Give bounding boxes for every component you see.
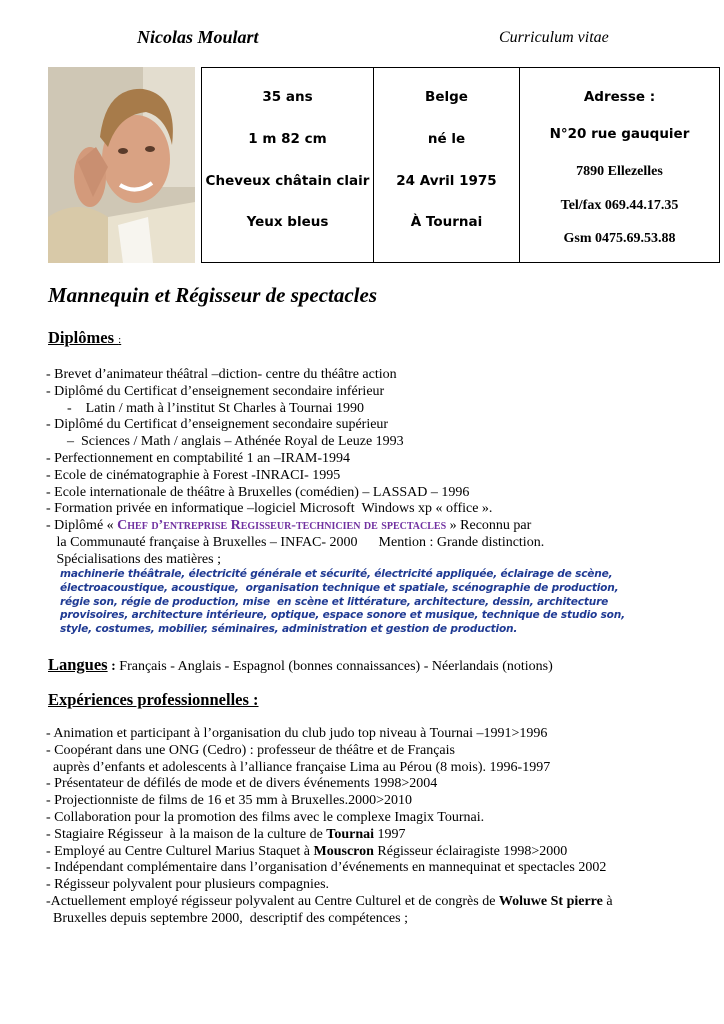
profile-photo	[48, 67, 195, 263]
specialisation-line: style, costumes, mobilier, séminaires, administration et gestion de production.	[60, 623, 518, 636]
info-column-birth	[373, 68, 519, 262]
diplomas-heading: Diplômes :	[48, 328, 122, 347]
list-item: - Employé au Centre Culturel Marius Staquet à Mouscron Régisseur éclairagiste 1998>2000	[46, 843, 568, 859]
list-item: - Brevet d’animateur théâtral –diction- centre du théâtre action	[46, 367, 397, 382]
info-column-address	[519, 68, 719, 262]
list-item: - Latin / math à l’institut St Charles à Tournai 1990	[46, 400, 364, 416]
languages-section: Langues : Français - Anglais - Espagnol (bonnes connaissances) - Néerlandais (notions)	[48, 655, 553, 674]
nationality: Belge	[425, 89, 468, 105]
list-item: - Ecole internationale de théâtre à Bruxelles (comédien) – LASSAD – 1996	[46, 484, 470, 500]
phone-fax: Tel/fax 069.44.17.35	[560, 198, 679, 213]
list-item: - Régisseur polyvalent pour plusieurs compagnies.	[46, 877, 330, 893]
specialisation-line: provisoires, architecture intérieure, optique, espace sonore et musique, technique de studio son,	[60, 609, 625, 622]
list-item: - Perfectionnement en comptabilité 1 an –IRAM-1994	[46, 450, 351, 466]
list-item: Bruxelles depuis septembre 2000, descriptif des compétences ;	[46, 910, 408, 926]
list-item: - Indépendant complémentaire dans l’organisation d’événements en mannequinat et spectacles 2002	[46, 860, 607, 876]
languages-heading: Langues	[48, 655, 108, 674]
personal-info-table	[201, 67, 720, 263]
languages-text: Français - Anglais - Espagnol (bonnes connaissances) - Néerlandais (notions)	[115, 659, 553, 674]
eyes: Yeux bleus	[246, 214, 329, 230]
specialisation-line: machinerie théâtrale, électricité générale et sécurité, électricité appliquée, éclairage de scène,	[60, 568, 613, 580]
height: 1 m 82 cm	[248, 131, 327, 147]
specialisation-line: électroacoustique, acoustique, organisation technique et spatiale, scénographie de production,	[60, 581, 619, 594]
specialisations-list	[60, 568, 625, 637]
experience-heading: Expériences professionnelles :	[48, 690, 259, 709]
list-item: - Coopérant dans une ONG (Cedro) : professeur de théâtre et de Français	[46, 742, 455, 758]
list-item-chef: - Diplômé « Chef d’entreprise Regisseur-technicien de spectacles » Reconnu par	[46, 518, 532, 534]
list-item: - Collaboration pour la promotion des films avec le complexe Imagix Tournai.	[46, 809, 485, 825]
mobile: Gsm 0475.69.53.88	[563, 231, 676, 246]
hair: Cheveux châtain clair	[205, 173, 370, 189]
list-item: – Sciences / Math / anglais – Athénée Royal de Leuze 1993	[46, 434, 404, 450]
document-type: Curriculum vitae	[499, 29, 609, 46]
list-item: la Communauté française à Bruxelles – INFAC- 2000 Mention : Grande distinction.	[46, 534, 545, 550]
candidate-name: Nicolas Moulart	[137, 27, 259, 47]
list-item: Spécialisations des matières ;	[46, 551, 221, 567]
list-item: - Présentateur de défilés de mode et de divers événements 1998>2004	[46, 776, 438, 792]
list-item: - Projectionniste de films de 16 et 35 mm à Bruxelles.2000>2010	[46, 793, 413, 809]
diplomas-list	[46, 367, 544, 569]
age: 35 ans	[262, 89, 313, 105]
profession-headline: Mannequin et Régisseur de spectacles	[48, 283, 377, 307]
specialisation-line: régie son, régie de production, mise en scène et littérature, architecture, dessin, architecture	[60, 595, 609, 608]
experience-list	[46, 726, 613, 928]
list-item: - Formation privée en informatique –logiciel Microsoft Windows xp « office ».	[46, 501, 493, 517]
birth-date: 24 Avril 1975	[396, 173, 497, 189]
info-column-age	[202, 68, 373, 262]
address-label: Adresse :	[583, 89, 656, 105]
list-item: auprès d’enfants et adolescents à l’alliance française Lima au Pérou (8 mois). 1996-1997	[46, 759, 551, 775]
chef-title: Chef d’entreprise Regisseur-technicien de spectacles	[117, 518, 447, 534]
street: N°20 rue gauquier	[549, 126, 690, 142]
list-item: - Ecole de cinématographie à Forest -INRACI- 1995	[46, 467, 341, 483]
list-item: - Diplômé du Certificat d’enseignement secondaire inférieur	[46, 383, 385, 399]
list-item: -Actuellement employé régisseur polyvalent au Centre Culturel et de congrès de Woluwe St pierre à	[46, 893, 613, 909]
born-label: né le	[427, 131, 466, 147]
birth-place: À Tournai	[410, 214, 483, 230]
list-item: - Diplômé du Certificat d’enseignement secondaire supérieur	[46, 417, 389, 433]
city: 7890 Ellezelles	[576, 164, 663, 179]
list-item: - Stagiaire Régisseur à la maison de la culture de Tournai 1997	[46, 826, 406, 842]
list-item: - Animation et participant à l’organisation du club judo top niveau à Tournai –1991>1996	[46, 726, 548, 741]
